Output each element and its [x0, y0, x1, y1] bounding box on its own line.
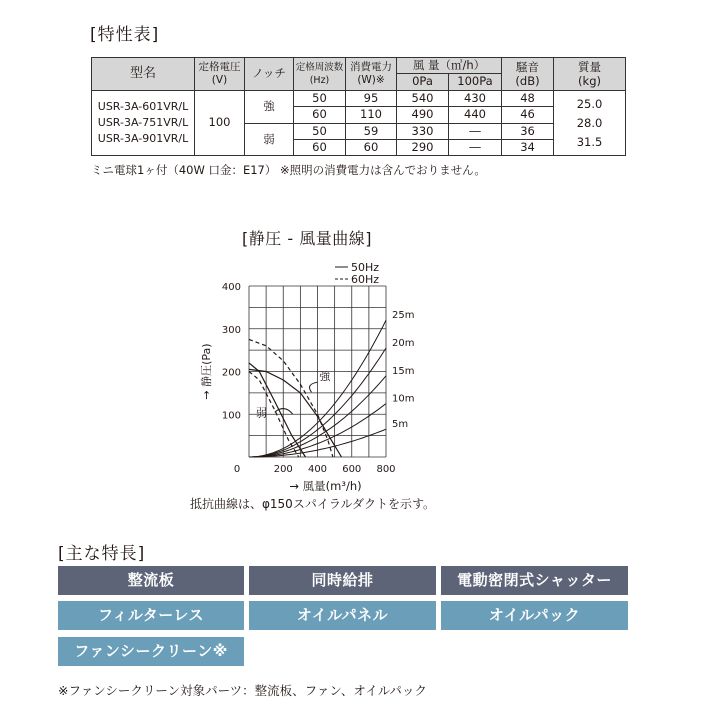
table-cell-power: 60 [346, 140, 397, 156]
resistance-curve-label: 15m [392, 365, 415, 377]
model-cell [92, 90, 195, 156]
mass-cell [554, 90, 626, 156]
features-section-title: [主な特長] [58, 544, 146, 564]
table-cell-power: 110 [346, 107, 397, 123]
feature-badge-fancy-clean: ファンシークリーン※ [58, 637, 244, 666]
voltage-cell: 100 [195, 90, 245, 156]
table-cell-flow100: 440 [449, 107, 502, 123]
table-cell-noise: 34 [502, 140, 554, 156]
table-cell-power: 59 [346, 123, 397, 139]
pressure-airflow-chart [190, 258, 490, 493]
chart-caption: 抵抗曲線は、φ150スパイラルダクトを示す。 [190, 497, 436, 511]
header-notch: ノッチ [245, 58, 294, 91]
y-tick-label: 300 [221, 324, 241, 336]
spec-table [91, 57, 626, 156]
table-cell-flow100: ― [449, 123, 502, 139]
notch-weak: 弱 [245, 123, 294, 156]
resistance-curve-label: 5m [392, 419, 409, 431]
performance-curve [249, 339, 333, 457]
legend-label-60hz: 60Hz [351, 273, 380, 286]
footnote: ※ファンシークリーン対象パーツ：整流板、ファン、オイルパック [58, 683, 427, 698]
table-cell-flow0: 540 [397, 90, 449, 106]
y-tick-label: 200 [221, 367, 241, 379]
resistance-curve-label: 20m [392, 337, 415, 349]
y-tick-label: 400 [221, 282, 241, 293]
mass-value: 25.0 [576, 96, 603, 111]
chart-title: [静圧 - 風量曲線] [242, 229, 372, 248]
x-tick-label: 800 [376, 464, 396, 475]
header-airflow-0pa: 0Pa [397, 74, 449, 90]
table-cell-noise: 36 [502, 123, 554, 139]
header-noise: 騒音 (dB) [502, 58, 554, 91]
table-note: ミニ電球1ヶ付（40W 口金：E17） ※照明の消費電力は含んでおりません。 [91, 163, 486, 177]
model-name: USR-3A-751VR/L [97, 116, 189, 130]
annotation-weak: 弱 [255, 406, 267, 420]
x-tick-label: 600 [342, 464, 362, 475]
header-airflow: 風 量（㎥/h） [397, 58, 502, 74]
header-power: 消費電力 (W)※ [346, 58, 397, 91]
header-voltage: 定格電圧 (V) [195, 58, 245, 91]
feature-badge-shutter: 電動密閉式シャッター [441, 566, 628, 595]
mass-value: 31.5 [576, 134, 603, 149]
table-cell-flow0: 330 [397, 123, 449, 139]
feature-badge-simultaneous: 同時給排 [249, 566, 436, 595]
table-cell-flow0: 490 [397, 107, 449, 123]
annotation-arrow [310, 382, 318, 392]
table-cell-freq: 50 [294, 123, 346, 139]
header-model: 型名 [92, 58, 195, 91]
spec-section-title: [特性表] [90, 25, 160, 45]
header-freq: 定格周波数 (Hz) [294, 58, 346, 91]
table-cell-freq: 60 [294, 107, 346, 123]
x-tick-label: 0 [233, 464, 241, 475]
model-name: USR-3A-901VR/L [97, 132, 189, 146]
notch-strong: 強 [245, 90, 294, 123]
y-axis-label: → 静圧(Pa) [200, 343, 213, 400]
table-cell-flow0: 290 [397, 140, 449, 156]
table-cell-flow100: ― [449, 140, 502, 156]
table-cell-freq: 60 [294, 140, 346, 156]
y-tick-label: 100 [221, 410, 241, 422]
header-mass: 質量 (kg) [554, 58, 626, 91]
header-airflow-100pa: 100Pa [449, 74, 502, 90]
x-tick-label: 200 [273, 464, 293, 475]
table-cell-noise: 48 [502, 90, 554, 106]
table-cell-noise: 46 [502, 107, 554, 123]
x-axis-label: → 風量(m³/h) [289, 479, 362, 493]
table-cell-flow100: 430 [449, 90, 502, 106]
mass-value: 28.0 [576, 115, 603, 130]
resistance-curve-label: 10m [392, 393, 415, 405]
feature-badge-oil-panel: オイルパネル [249, 601, 436, 630]
annotation-arrow [275, 409, 293, 415]
table-cell-power: 95 [346, 90, 397, 106]
resistance-curve-label: 25m [392, 310, 415, 322]
annotation-strong: 強 [319, 370, 331, 384]
x-tick-label: 400 [307, 464, 328, 475]
header-voltage-label: 定格電圧 [198, 60, 241, 73]
feature-badge-filterless: フィルターレス [58, 601, 244, 630]
model-name: USR-3A-601VR/L [97, 100, 189, 114]
table-cell-freq: 50 [294, 90, 346, 106]
legend-label-50hz: 50Hz [351, 261, 380, 274]
feature-badge-oil-pack: オイルパック [441, 601, 628, 630]
feature-badge-seiryuban: 整流板 [58, 566, 244, 595]
